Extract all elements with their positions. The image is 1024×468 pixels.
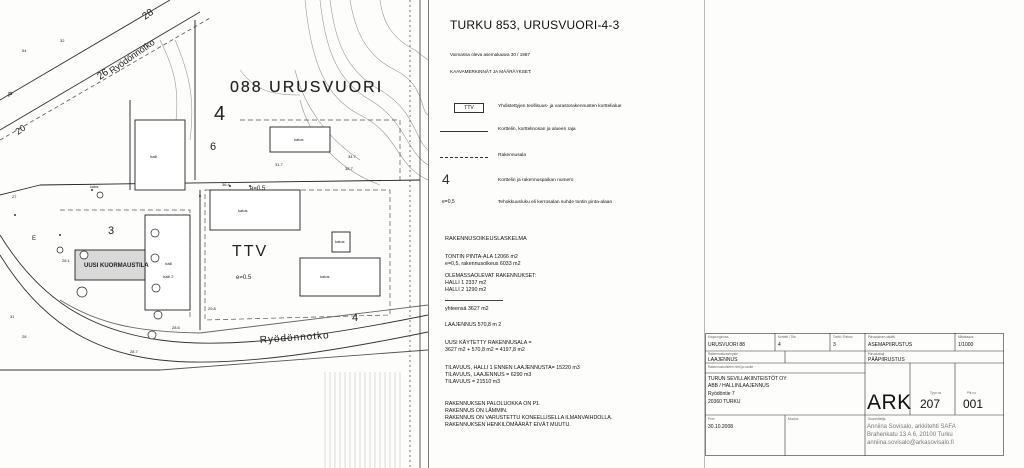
label-plot: Tontti / Rekno — [833, 335, 853, 339]
map-number: 29.8 — [208, 306, 216, 311]
street-label-upper: Ryödönnotko — [107, 37, 157, 76]
calc-line: HALLI 1 2337 m2 — [445, 280, 487, 286]
sheet-number: 001 — [963, 397, 984, 411]
legend-symbol — [440, 101, 490, 115]
date-value: 30.10.2008 — [708, 424, 734, 430]
label-block: Kortteli / Tila — [778, 335, 796, 339]
label-drawing-type: Piirustuslaji — [868, 352, 885, 356]
type-number: 207 — [920, 397, 941, 411]
highlight-label: UUSI KUORMAUSTILA — [84, 263, 149, 269]
zone-label: TTV — [232, 243, 269, 260]
map-number: 34.7 — [348, 154, 356, 159]
legend-symbol — [440, 124, 490, 138]
site-plan-map — [0, 0, 428, 468]
label-designer: Suunnittelija — [868, 417, 886, 421]
value-plot: 3 — [833, 342, 836, 348]
calc-line: RAKENNUKSEN PALOLUOKKA ON P1. — [445, 401, 541, 407]
map-number: 28.1 — [62, 258, 70, 263]
label-content: Piirustuksen sisältö — [868, 335, 896, 339]
sum-rule — [445, 300, 503, 301]
project-line: Ryödöntie 7 — [708, 391, 735, 397]
label-district: Kaupunginosa — [708, 335, 729, 339]
map-number: 28.6 — [172, 325, 180, 330]
value-scale: 1/1000 — [958, 342, 974, 348]
legend-description: Yhdistettyjen teollisuus- ja varastorakennusten korttelialue — [498, 104, 622, 109]
contour-number: 26 — [95, 67, 111, 83]
calc-line: 3627 m2 + 570,8 m2 = 4197,8 m2 — [445, 347, 525, 353]
legend-header: KAAVAMERKINNÄT JA MÄÄRÄYKSET: — [450, 69, 532, 74]
calc-line: RAKENNUS ON VARUSTETTU KONEELLISELLA ILMANVAIHDOLLA. — [445, 415, 613, 421]
calc-line: RAKENNUS ON LÄMMIN. — [445, 408, 508, 414]
value-action: LAAJENNUS — [708, 357, 738, 363]
map-number: 27 — [12, 194, 17, 199]
contour-number: 20 — [13, 122, 28, 137]
map-number: 31.7 — [275, 162, 283, 167]
plan-reference: Voimassa oleva asemakaava 30 / 1987 — [450, 52, 530, 57]
legend-description: Korttelin ja rakennuspaikan numero — [498, 178, 574, 183]
legend-item-number — [440, 173, 702, 191]
zone-symbol: TTV — [454, 103, 484, 113]
block-number-label: 3 — [108, 225, 115, 237]
building-label: halli 2 — [163, 274, 174, 279]
label-scale: Mittakaava — [958, 335, 974, 339]
designer-line: Anniina Sovisalo, arkkitehti SAFA — [867, 424, 956, 430]
calc-line: TONTIN PINTA-ALA 12066 m2 — [445, 254, 518, 260]
project-line: 20360 TURKU — [708, 399, 741, 405]
calc-extension: LAAJENNUS 570,8 m 2 — [445, 322, 502, 328]
calculation-header: RAKENNUSOIKEUSLASKELMA — [445, 236, 527, 242]
label-sheet-number: Piir no — [967, 391, 977, 395]
label-project: Rakennuskohteen nimi ja osoite — [708, 365, 754, 369]
building-label: katos — [320, 274, 330, 279]
legend-item-boundary — [440, 124, 702, 138]
building-label: katos — [335, 239, 345, 244]
title-block-grid — [705, 333, 1004, 456]
legend-description: Rakennusala — [498, 153, 527, 158]
legend-symbol — [440, 150, 490, 164]
map-number: 31 — [10, 314, 15, 319]
map-number: 38.7 — [345, 166, 353, 171]
legend-description: Korttelin, korttelinosan ja alueen raja — [498, 127, 576, 132]
label-action: Rakennustoimenpide — [708, 352, 738, 356]
value-district: URUSVUORI 88 — [708, 342, 745, 348]
street-label: Ryödönnotko — [259, 330, 330, 346]
value-content: ASEMAPIIRUSTUS — [868, 342, 913, 348]
discipline-code: ARK — [867, 391, 912, 414]
value-block: 4 — [778, 342, 781, 348]
efficiency-label: e=0.5 — [236, 275, 252, 281]
contour-number: 28 — [140, 7, 156, 23]
legend-symbol — [440, 173, 490, 187]
legend-panel — [428, 0, 704, 468]
block-number-label: 4 — [214, 103, 226, 125]
map-number: 54 — [22, 48, 27, 53]
block-number-label: 6 — [210, 141, 217, 153]
side-letter: P — [8, 92, 13, 99]
title-block — [705, 333, 1004, 456]
project-line: TURUN SEVILLAKIINTEISTÖT OY — [708, 376, 787, 382]
designer-line: anniina.sovisalo@arkasovisalo.fi — [867, 440, 954, 446]
legend-item-zone — [440, 101, 702, 115]
map-number: 36.4 — [222, 182, 230, 187]
side-letter: E — [32, 236, 37, 242]
calc-line: OLEMASSAOLEVAT RAKENNUKSET: — [445, 273, 537, 279]
calc-line: TILAVUUS = 21510 m3 — [445, 379, 501, 385]
building-label: katos — [238, 208, 248, 213]
designer-line: Brahenkatu 13 A 6, 20100 Turku — [867, 432, 953, 438]
legend-item-efficiency — [440, 197, 702, 211]
legend-symbol — [440, 197, 490, 211]
block-number-label: 4 — [352, 312, 359, 324]
calc-line: TILAVUUS, LAAJENNUS = 6290 m3 — [445, 372, 532, 378]
calc-line: TILAVUUS, HALLI 1 ENNEN LAAJENNUSTA= 15220 m3 — [445, 365, 580, 371]
project-line: ABB / HALLINLAAJENNUS — [708, 383, 770, 389]
calc-line: UUSI KÄYTETTY RAKENNUSALA = — [445, 340, 532, 346]
map-number: 32 — [60, 38, 65, 43]
map-number: 28 — [22, 334, 27, 339]
calc-line: e=0,5, rakennusoikeus 6033 m2 — [445, 261, 521, 267]
label-type-number: Tyyn no — [930, 391, 942, 395]
building-label: katos — [90, 185, 99, 189]
map-number: 28.7 — [130, 349, 138, 354]
drawing-title: TURKU 853, URUSVUORI-4-3 — [450, 18, 620, 32]
efficiency-label: e=0.5 — [250, 186, 266, 192]
calc-line: RAKENNUKSEN HENKILÖMÄÄRÄT EIVÄT MUUTU. — [445, 422, 571, 428]
efficiency-symbol: e=0,5 — [442, 199, 455, 205]
label-change: Muutos — [788, 417, 799, 421]
building-label: halli — [150, 154, 158, 159]
value-drawing-type: PÄÄPIIRUSTUS — [868, 357, 905, 363]
label-date: Pvm — [708, 417, 715, 421]
legend-description: Tehokkuusluku eli kerrosalan suhde tontin pinta-alaan — [498, 200, 613, 205]
building-label: katos — [294, 137, 304, 142]
calc-total: yhteensä 3627 m2 — [445, 306, 489, 312]
building-label: halli — [165, 261, 173, 266]
legend-item-building-area — [440, 150, 702, 164]
district-label: 088 URUSVUORI — [230, 79, 384, 96]
sheet-fold-line — [428, 0, 429, 468]
calc-line: HALLI 2 1290 m2 — [445, 287, 487, 293]
number-symbol: 4 — [442, 171, 450, 187]
